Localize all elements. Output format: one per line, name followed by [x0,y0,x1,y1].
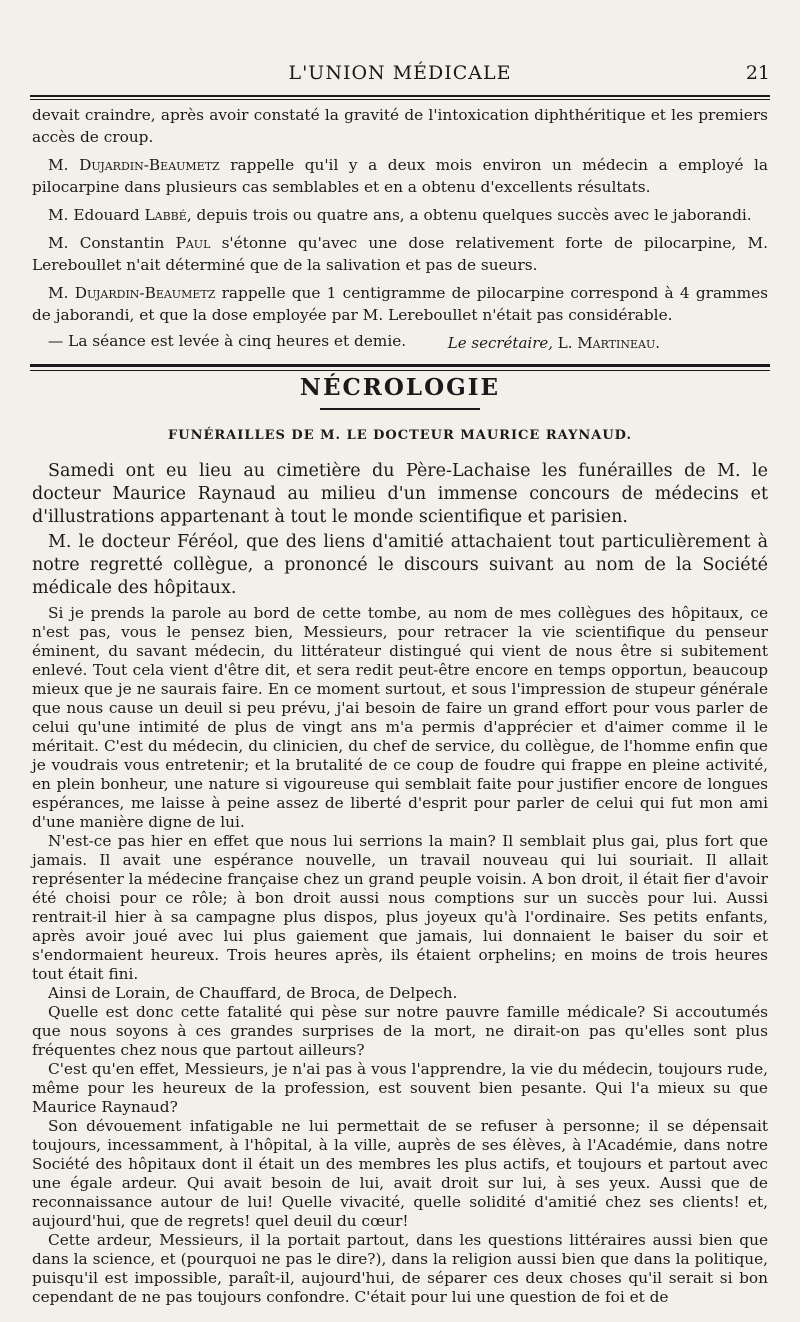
speaker-name: M. Dujardin-Beaumetz [48,156,220,174]
speech-paragraph: Si je prends la parole au bord de cette tombe, au nom de mes collègues des hôpitaux, ce n'est pas, vous le pensez bien, Messieurs, pour retracer la vie scientifique du penseur éminent, du savant médecin, du littérateur distingué qui vient de nous être si subitement enlevé. Tout cela vient d'être dit, et sera redit peut-être encore en temps opportun, beaucoup mieux que je ne saurais faire. En ce moment surtout, et sous l'impression de stupeur générale que nous cause un deuil si peu prévu, j'ai besoin de faire un grand effort pour vous parler de celui qu'une intimité de plus de vingt ans m'a permis d'apprécier et d'aimer comme il le méritait. C'est du médecin, du clinicien, du chef de service, du collègue, de l'homme enfin que je voudrais vous entretenir; et la brutalité de ce coup de foudre qui frappe en pleine activité, en plein bonheur, une nature si vigoureuse qui semblait faite pour justifier encore de longues espérances, me laisse à peine assez de liberté d'esprit pour parler de celui qui fut mon ami d'une manière digne de lui. [32,604,768,831]
speech-paragraph: C'est qu'en effet, Messieurs, je n'ai pas à vous l'apprendre, la vie du médecin, toujours rude, même pour les heureux de la profession, est souvent bien pesante. Qui l'a mieux su que Maurice Raynaud? [32,1060,768,1116]
lead-paragraph: M. le docteur Féréol, que des liens d'amitié attachaient tout particulièrement à notre regretté collègue, a prononcé le discours suivant au nom de la Société médicale des hôpitaux. [32,532,768,598]
section-rule-thin [30,370,770,371]
speech-paragraph: N'est-ce pas hier en effet que nous lui serrions la main? Il semblait plus gai, plus fort que jamais. Il avait une espérance nouvelle, un travail nouveau qui lui souriait. Il allait représenter la médecine française chez un grand peuple voisin. A bon droit, il était fier d'avoir été choisi pour ce rôle; à bon droit aussi nous comptions sur un succès pour lui. Aussi rentrait-il hier à sa campagne plus dispos, plus joyeux qu'à l'ordinaire. Ses petits enfants, après avoir joué avec lui plus gaiement que jamais, lui donnaient le baiser du soir et s'endormaient heureux. Trois heures après, ils étaient orphelins; en moins de trois heures tout était fini. [32,832,768,983]
journal-title: L'UNION MÉDICALE [288,62,512,84]
speech-paragraph: Ainsi de Lorain, de Chauffard, de Broca, de Delpech. [48,984,458,1002]
paragraph: devait craindre, après avoir constaté la gravité de l'intoxication diphthéritique et les premiers accès de croup. [32,106,768,146]
minutes-section [32,104,768,352]
title-rule [320,408,480,410]
section-title: NÉCROLOGIE [299,374,501,401]
speech-paragraph: Quelle est donc cette fatalité qui pèse sur notre pauvre famille médicale? Si accoutumés que nous soyons à ces grandes surprises de la mort, ne dirait-on pas qu'elles sont plus fréquentes chez nous que partout ailleurs? [32,1003,768,1059]
speech-section [32,604,768,1307]
speech-paragraph: Son dévouement infatigable ne lui permettait de se refuser à personne; il se dépensait toujours, incessamment, à l'hôpital, à la ville, auprès de ses élèves, à l'Académie, dans notre Société des hôpitaux dont il était un des membres les plus actifs, et toujours et partout avec une égale ardeur. Qui avait besoin de lui, avait droit sur lui, à ses yeux. Aussi que de reconnaissance autour de lui! Quelle vivacité, quelle solidité d'amitié chez ses clients! et, aujourd'hui, que de regrets! quel deuil du cœur! [32,1117,768,1230]
paragraph: — La séance est levée à cinq heures et demie. [48,332,407,350]
section-subtitle: FUNÉRAILLES DE M. LE DOCTEUR MAURICE RAYNAUD. [168,428,632,443]
header-rule-thin [30,99,770,100]
lead-paragraph: Samedi ont eu lieu au cimetière du Père-Lachaise les funérailles de M. le docteur Maurice Raynaud au milieu d'un immense concours de médecins et d'illustrations appartenant à tout le monde scientifique et parisien. [32,461,768,527]
signature: Le secrétaire, L. Martineau. [447,334,660,352]
speech-paragraph: Cette ardeur, Messieurs, il la portait partout, dans les questions littéraires aussi bien que dans la science, et (pourquoi ne pas le dire?), dans la religion aussi bien que dans la politique, puisqu'il est impossible, paraît-il, aujourd'hui, de séparer ces deux choses qu'il serait si bon cependant de ne pas toujours confondre. C'était pour lui une question de foi et de [32,1231,768,1306]
speaker-name: Labbé [144,206,187,224]
page-number: 21 [745,62,770,84]
speaker-name: M. Dujardin-Beaumetz [48,284,216,302]
paragraph: M. Edouard Labbé, depuis trois ou quatre ans, a obtenu quelques succès avec le jaborandi. [48,206,752,224]
page-header [30,60,770,90]
obituary-lead [32,460,768,600]
paragraph: M. Constantin Paul s'étonne qu'avec une dose relativement forte de pilocarpine, M. Lereboullet n'ait déterminé que de la salivation et pas de sueurs. [32,234,768,274]
paragraph: M. Dujardin-Beaumetz rappelle qu'il y a deux mois environ un médecin a employé la pilocarpine dans plusieurs cas semblables et en a obtenu d'excellents résultats. [32,156,768,196]
section-rule [30,364,770,367]
speaker-name: Paul [175,234,211,252]
paragraph: M. Dujardin-Beaumetz rappelle que 1 centigramme de pilocarpine correspond à 4 grammes de jaborandi, et que la dose employée par M. Lereboullet n'était pas considérable. [32,284,768,324]
header-rule [30,95,770,97]
